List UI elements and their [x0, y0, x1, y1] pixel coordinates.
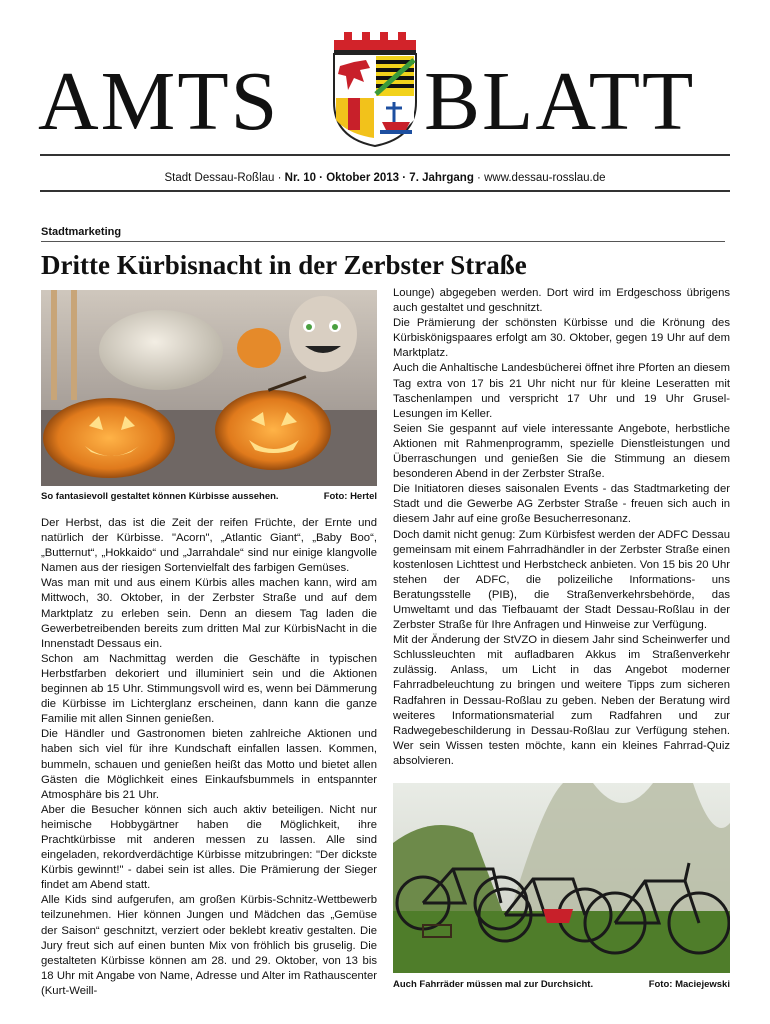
separator: ·: [274, 172, 285, 184]
bicycle-photo-caption: [393, 979, 730, 990]
paragraph: Mit der Änderung der StVZO in diesem Jahr sind Scheinwerfer und Schlussleuchten mit aufladbaren Akkus im Straßenverkehr zulässig. Anlass, um Licht in das Angebot moderner Fahrradbeleuchtung zu bringen und weitere Tipps zum sicheren Radfahren in Dessau-Roßlau zu geben. Neben der Beratung wird weiteres Informationsmaterial zum Radfahren und zur Radwegebeschilderung in Dessau-Roßlau zur Verfügung stehen. Wer sein Wissen testen möchte, kann ein kleines Fahrrad-Quiz absolvieren.: [393, 634, 730, 767]
masthead-title-right: BLATT: [424, 55, 696, 148]
paragraph: Lounge) abgegeben werden. Dort wird im Erdgeschoss übrigens auch gestaltet und geschnitzt.: [393, 287, 730, 315]
masthead: [0, 0, 770, 150]
section-rule: [41, 241, 725, 242]
paragraph: Seien Sie gespannt auf viele interessante Angebote, herbstliche Aktionen mit Rahmenprogramm, spezielle Dienstleistungen und Überraschungen und genießen Sie die Stimmung an diesem besonderen Abend in der Zerbster Straße.: [393, 422, 730, 481]
paragraph: Auch die Anhaltische Landesbücherei öffnet ihre Pforten an diesem Tag extra von 17 bis 21 Uhr nicht nur für kleine Leseratten mit Taschenlampen und verspricht 17 Uhr und 19 Uhr Grusel-Lesungen im Keller.: [393, 362, 730, 420]
caption-text: So fantasievoll gestaltet können Kürbisse aussehen.: [41, 491, 279, 502]
article-column-left: [41, 516, 377, 999]
separator: ·: [473, 172, 485, 184]
issue-url[interactable]: www.dessau-rosslau.de: [484, 172, 606, 184]
top-rule: [40, 154, 730, 156]
caption-text: Auch Fahrräder müssen mal zur Durchsicht.: [393, 979, 594, 990]
issue-line: [40, 172, 730, 184]
paragraph: Aber die Besucher können sich auch aktiv beteiligen. Nicht nur heimische Hobbygärtner haben die Möglichkeit, ihre Prachtkürbisse mit anderen messen zu lassen. Alle sind eingeladen, rekordverdächtige Kürbisse mitzubringen: "Der dickste Kürbis gewinnt!" - dabei sein ist alles. Die Prämierung der Sieger findet am Abend statt.: [41, 803, 377, 892]
pumpkin-photo: [41, 290, 377, 486]
paragraph: Die Händler und Gastronomen bieten zahlreiche Aktionen und haben sich viel für ihre Kundschaft einfallen lassen. Kommen, bummeln, schauen und genießen heißt das Motto und bietet allen Gästen die Möglichkeit eines Einkaufsbummels in entspannter Atmosphäre bis 21 Uhr.: [41, 728, 377, 801]
bicycle-photo: [393, 783, 730, 973]
paragraph: Die Initiatoren dieses saisonalen Events - das Stadtmarketing der Stadt und die Gewerbe AG Zerbster Straße - freuen sich auch in diesem Jahr auf eine große Besucherresonanz.: [393, 483, 730, 526]
section-label: Stadtmarketing: [41, 226, 122, 238]
paragraph: Der Herbst, das ist die Zeit der reifen Früchte, der Ernte und natürlich der Kürbisse. "Acorn", „Atlantic Giant“, „Baby Boo“, „Butternut“, „Hokkaido“ und „Jarrahdale“ sind nur einige klangvolle Namen aus der riesigen Sortenvielfalt des farbigen Gemüses.: [41, 517, 377, 575]
article-column-right: [393, 286, 730, 769]
issue-number: Nr. 10 · Oktober 2013 · 7. Jahrgang: [284, 172, 474, 184]
paragraph: Schon am Nachmittag werden die Geschäfte in typischen Herbstfarben dekoriert und illuminiert sein und die Aktionen beginnen ab 15 Uhr. Stimmungsvoll wird es, wenn bei Dämmerung die Kürbisse im Lichterglanz erscheinen, dann kann die ganze Familie mit allen Sinnen genießen.: [41, 652, 377, 726]
subline-rule: [40, 190, 730, 192]
paragraph: Die Prämierung der schönsten Kürbisse und die Krönung des Kürbiskönigspaares erfolgt am 30. Oktober, gegen 19 Uhr auf dem Marktplatz.: [393, 317, 730, 360]
pumpkin-photo-caption: [41, 491, 377, 502]
city-crest-icon: [326, 30, 424, 148]
article-headline: Dritte Kürbisnacht in der Zerbster Straße: [41, 250, 527, 280]
masthead-title-left: AMTS: [38, 55, 280, 148]
caption-credit: Foto: Hertel: [323, 491, 377, 502]
paragraph: Alle Kids sind aufgerufen, am großen Kürbis-Schnitz-Wettbewerb teilzunehmen. Hier können Jungen und Mädchen das „Gemüse der Saison“ geschnitzt, verziert oder beklebt kreativ gestalten. Die Jury freut sich auf einen bunten Mix von fröhlich bis gruselig. Die gestalteten Kürbisse können am 28. und 29. Oktober, von 13 bis 18 Uhr mit Angabe von Name, Adresse und Alter im Rathauscenter (Kurt-Weill-: [41, 894, 377, 997]
paragraph: Was man mit und aus einem Kürbis alles machen kann, wird am Mittwoch, 30. Oktober, in der Zerbster Straße und auf dem Marktplatz zu erleben sein. Denn an diesem Tag laden die Gewerbetreibenden bereits zum dritten Mal zur KürbisNacht in die Innenstadt Dessaus ein.: [41, 577, 377, 650]
paragraph: Doch damit nicht genug: Zum Kürbisfest werden der ADFC Dessau gemeinsam mit einem Fahrradhändler in der Zerbster Straße einen kostenlosen Lichttest und Herbstcheck anbieten. Von 15 bis 20 Uhr stehen der ADFC, die polizeiliche Informations- uns Beratungsstelle (PIB), die Straßenverkehrsbehörde, das Umweltamt und das Tiefbauamt der Stadt Dessau-Roßlau in der Zerbster Straße für Ihre Anfragen und Hinweise zur Verfügung.: [393, 528, 730, 632]
caption-credit: Foto: Maciejewski: [648, 979, 730, 990]
issue-city: Stadt Dessau-Roßlau: [164, 172, 275, 184]
